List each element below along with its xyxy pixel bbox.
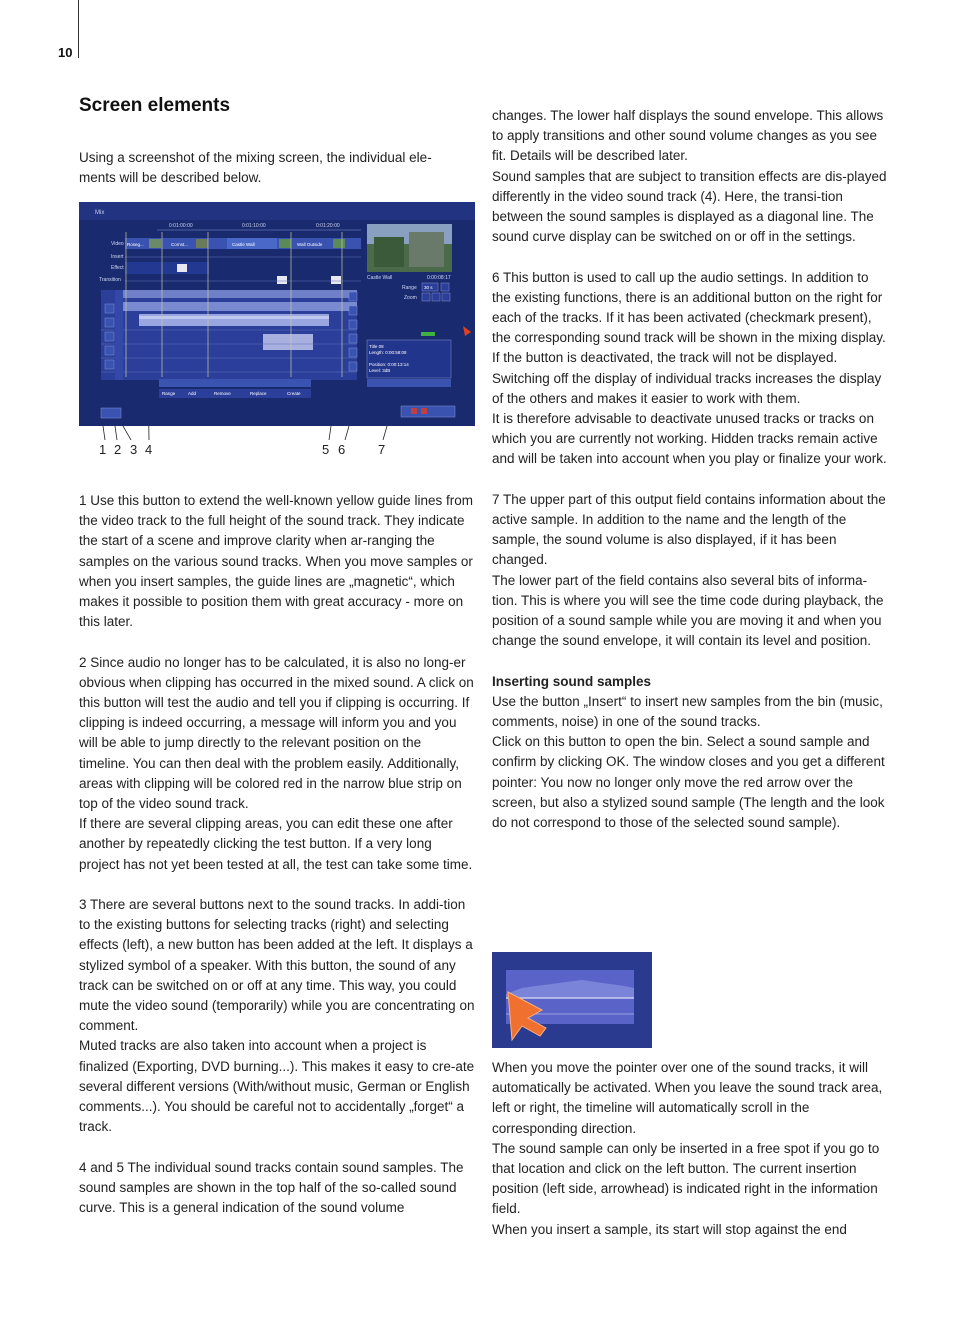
clip-label-4: Wall Outside [297,242,323,247]
zoom-label: Zoom [404,295,417,301]
btn-add: Add [188,391,197,396]
window-title: Mix [95,210,105,216]
track-label-video: Video [111,241,124,247]
btn-create: Create [287,391,301,396]
section-heading: Screen elements [79,95,231,116]
paragraph-1: 1 Use this button to extend the well-known yellow guide lines from the video track to the full height of the sound track. They indicate the start of a scene and improve clarity when ar-ranging the samples on the various sound tracks. When you move samples or when you insert samples, the guide lines are „magnetic“, which makes it possible to position them with great accuracy - more on this later. [79,493,473,630]
paragraph-3: 3 There are several buttons next to the sound tracks. In addi-tion to the existing buttons for selecting tracks (right) and selecting effects (left), a new button has been added at the left. It displays a stylized symbol of a speaker. With this button, the sound of any track can be switched on or off at any time. This way, you could mute the video sound (temporarily) while you are concentrating on comment. Muted tracks are also taken into account when a project is finalized (Exporting, DVD burning...). This makes it easy to cre-ate several different versions (With/without music, German or English comments...). You should be careful not to accidentally „forget“ a track. [79,897,475,1135]
preview-time: 0:00:08:17 [427,275,451,281]
track-label-transition: Transition [99,277,121,283]
screenshot-callouts [79,426,475,466]
btn-remove: Remove [214,391,231,396]
subheading-inserting: Inserting sound samples [492,673,652,689]
page-number: 10 [58,45,73,60]
info-position: Position: 0:00:13:14 [369,362,409,367]
preview-name: Castle Wall [367,275,393,281]
callout-3: 3 [130,442,138,457]
left-intro [79,148,475,209]
track-label-effect: Effect [111,265,124,271]
range-value: 30 s [424,285,433,290]
callout-4: 4 [145,442,153,457]
callout-7: 7 [378,442,386,457]
range-label: Range [402,285,417,291]
clip-label-1: Roseg... [127,242,144,247]
btn-range: Range [162,391,176,396]
intro-paragraph: Using a screenshot of the mixing screen, the individual ele- ments will be described below. [79,150,432,186]
info-title: Title 08 [369,344,384,349]
callout-2: 2 [114,442,122,457]
right-column-bottom [492,1058,890,1260]
paragraph-4: 4 and 5 The individual sound tracks contain sound samples. The sound samples are shown in the top half of the so-called sound curve. This is a general indication of the sound volume [79,1159,464,1216]
clip-label-2: Cornst... [171,242,189,247]
clip-label-3: Castle Wall [232,242,255,247]
track-label-insert: Insert [111,254,124,260]
paragraph-insert: Use the button „Insert“ to insert new samples from the bin (music, comments, noise) in one of the sound tracks. Click on this button to open the bin. Select a sound sample and confirm by clicking OK. The window closes and you get a different pointer: You now no longer only move the red arrow over the screen, but also a stylized sound sample (The length and the look do not correspond to those of the selected sound sample). [492,693,885,831]
paragraph-4-cont: changes. The lower half displays the sound envelope. This allows to apply transitions and other sound volume changes as you see fit. Details will be described later. Sound samples that are subject to transition effects are dis-played differently in the video sound track (4). Here, the transi-tion between the sound samples is displayed as a diagonal line. The sound curve display can be switched on or off in the settings. [492,108,887,245]
info-level: Level: 3dB [369,368,391,373]
callout-1: 1 [99,442,107,457]
callout-6: 6 [338,442,346,457]
right-column [492,106,890,853]
header-rule [78,0,79,58]
callout-5: 5 [322,442,330,457]
timecode-2: 0:01:10:00 [242,223,266,229]
paragraph-pointer: When you move the pointer over one of the sound tracks, it will automatically be activated. When you leave the sound track area, left or right, the timeline will automatically scroll in the corresponding direction. The sound sample can only be inserted in a free spot if you go to that location and click on the left button. The current insertion position (left side, arrowhead) is indicated right in the information field. When you insert a sample, its start will stop against the end [492,1060,883,1237]
timecode-1: 0:01:00:00 [169,223,193,229]
mixing-screen-screenshot [79,202,475,426]
left-column [79,491,475,1238]
info-length: Length: 0:00:58:08 [369,350,407,355]
btn-replace: Replace [250,391,267,396]
paragraph-7: 7 The upper part of this output field contains information about the active sample. In addition to the name and the length of the sample, the sound volume is also displayed, if it has been changed. The lower part of the field contains also several bits of informa-tion. This is where you will see the time code during playback, the position of a sound sample while you are moving it and when you change the sound envelope, it will contain its level and position. [492,491,886,649]
paragraph-2: 2 Since audio no longer has to be calculated, it is also no long-er obvious when clipping has occurred in the mixed sound. A click on this button will test the audio and tell you if clipping is occurring. If clipping is indeed occurring, a message will inform you and you will be able to jump directly to the relevant position on the timeline. You can then deal with the problem easily. Additionally, areas with clipping will be colored red in the narrow blue strip on top of the video sound track. If there are several clipping areas, you can edit these one after another by repeatedly clicking the test button. If a very long project has not yet been tested at all, the test can take some time. [79,654,474,872]
paragraph-6: 6 This button is used to call up the audio settings. In addition to the existing functions, there is an additional button on the right for each of the tracks. If it has been activated (checkmark present), the corresponding sound track will be shown in the mixing display. If the button is deactivated, the track will not be displayed. Switching off the display of individual tracks increases the display of the others and makes it easier to work with them. It is therefore advisable to deactivate unused tracks or tracks on which you are currently not working. Hidden tracks remain active and will be taken into account when you play or finalize your work. [492,269,887,467]
timecode-3: 0:01:20:00 [316,223,340,229]
insert-pointer-image [492,952,652,1048]
